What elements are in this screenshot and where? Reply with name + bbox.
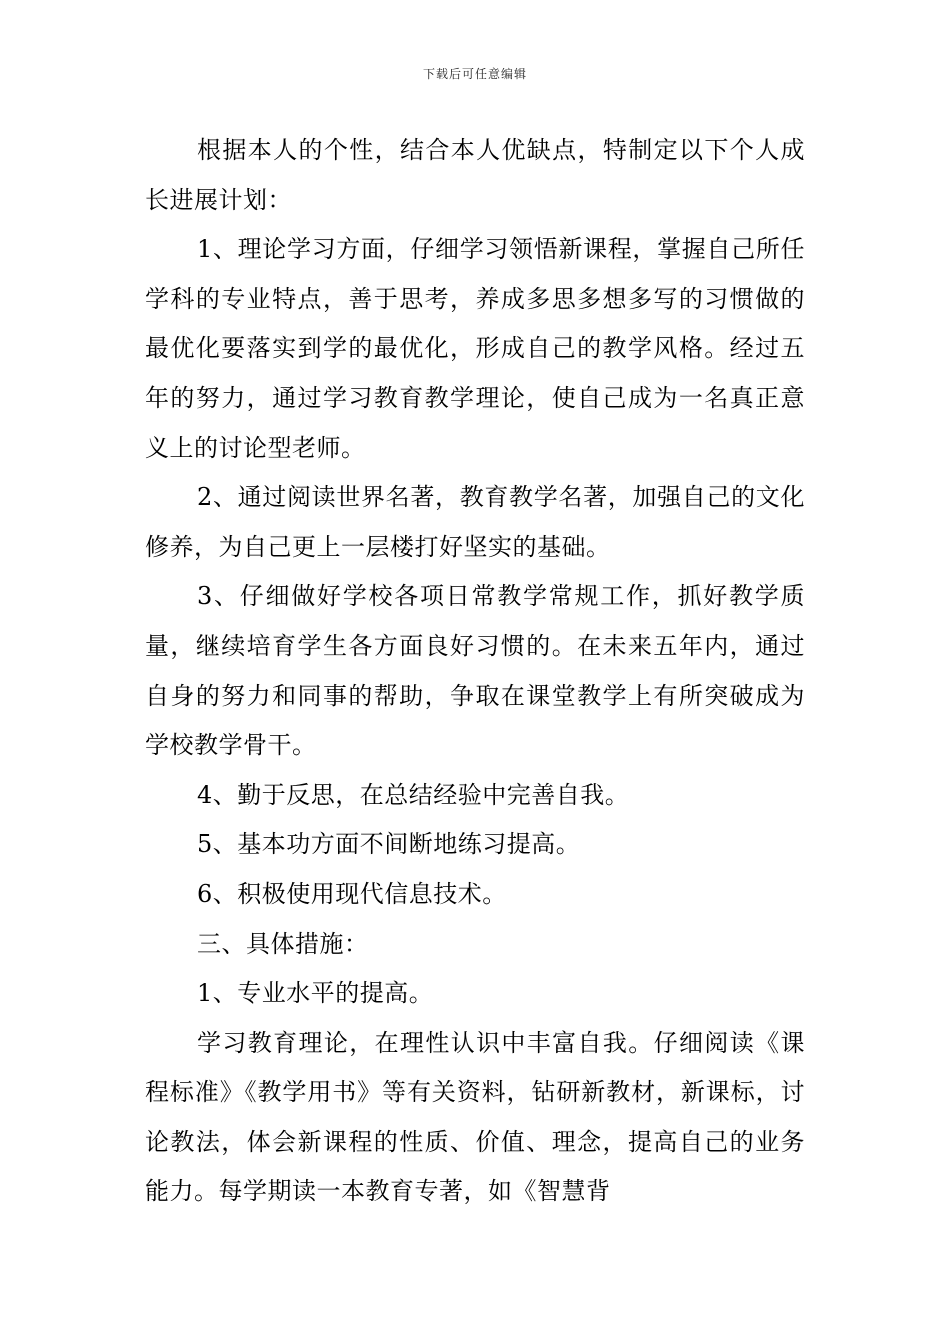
paragraph-reading: 2、通过阅读世界名著，教育教学名著，加强自己的文化修养，为自己更上一层楼打好坚实的基础。	[145, 483, 805, 561]
paragraph-basic-skills: 5、基本功方面不间断地练习提高。	[197, 830, 581, 859]
paragraph-education-theory: 学习教育理论，在理性认识中丰富自我。仔细阅读《课程标准》《教学用书》等有关资料，钻研新教材，新课标，讨论教法，体会新课程的性质、价值、理念，提高自己的业务能力。每学期读一本教育专著，如《智慧背	[145, 1028, 805, 1206]
paragraph-reflection: 4、勤于反思，在总结经验中完善自我。	[197, 780, 630, 809]
paragraph-intro: 根据本人的个性，结合本人优缺点，特制定以下个人成长进展计划：	[145, 136, 805, 214]
paragraph-technology: 6、积极使用现代信息技术。	[197, 879, 507, 908]
paragraph-theory-study: 1、理论学习方面，仔细学习领悟新课程，掌握自己所任学科的专业特点，善于思考，养成多思多想多写的习惯做的最优化要落实到学的最优化，形成自己的教学风格。经过五年的努力，通过学习教育教学理论，使自己成为一名真正意义上的讨论型老师。	[145, 235, 805, 462]
document-body	[145, 126, 805, 1217]
subheading-professional-level: 1、专业水平的提高。	[197, 979, 434, 1008]
page-header: 下载后可任意编辑	[422, 67, 527, 81]
paragraph-teaching-routine: 3、仔细做好学校各项日常教学常规工作，抓好教学质量，继续培育学生各方面良好习惯的。在未来五年内，通过自身的努力和同事的帮助，争取在课堂教学上有所突破成为学校教学骨干。	[145, 582, 805, 760]
section-heading-measures: 三、具体措施：	[197, 929, 369, 958]
